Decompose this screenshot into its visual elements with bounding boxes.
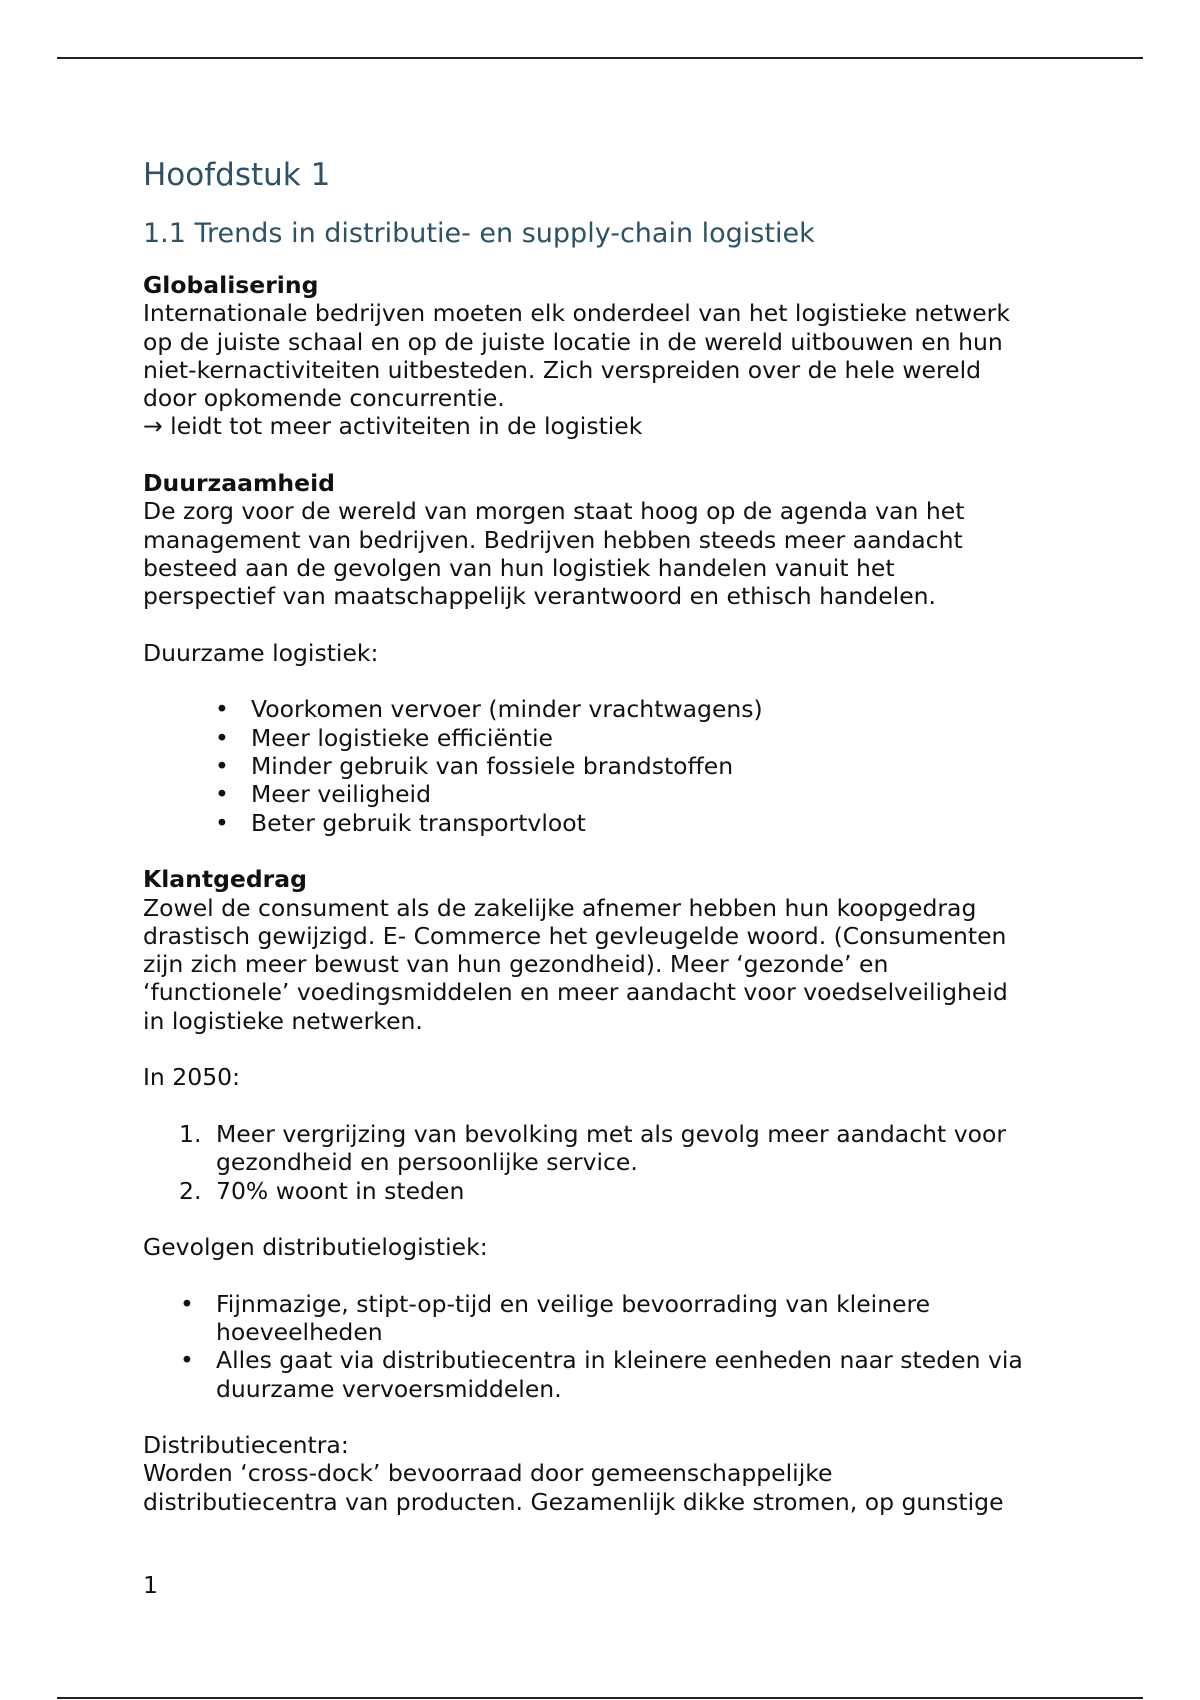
section-klantgedrag: [143, 865, 1063, 1035]
globalisering-heading: Globalisering: [143, 271, 319, 299]
globalisering-line: niet-kernactiviteiten uitbesteden. Zich verspreiden over de hele wereld: [143, 355, 982, 384]
klantgedrag-line: ‘functionele’ voedingsmiddelen en meer aandacht voor voedselveiligheid: [143, 978, 1008, 1007]
distributiecentra-line: distributiecentra van producten. Gezamenlijk dikke stromen, op gunstige: [143, 1487, 1004, 1516]
klantgedrag-line: zijn zich meer bewust van hun gezondheid). Meer ‘gezonde’ en: [143, 950, 889, 979]
gevolgen-list: [143, 1290, 1063, 1403]
duurzaamheid-line: management van bedrijven. Bedrijven hebben steeds meer aandacht: [143, 525, 963, 554]
list-item: [216, 1346, 1063, 1403]
footer-rule: [57, 1697, 1143, 1699]
gevolgen-intro: Gevolgen distributielogistiek:: [143, 1233, 488, 1262]
list-item-line: • Fijnmazige, stipt-op-tijd en veilige bevoorrading van kleinere: [216, 1289, 931, 1318]
gevolgen-block: [143, 1233, 1063, 1403]
list-item: [216, 1290, 1063, 1347]
globalisering-line: door opkomende concurrentie.: [143, 384, 505, 413]
distributiecentra-line: Worden ‘cross-dock’ bevoorraad door gemeenschappelijke: [143, 1459, 833, 1488]
duurzame-logistiek-list: [143, 695, 1063, 836]
globalisering-line: op de juiste schaal en op de juiste locatie in de wereld uitbouwen en hun: [143, 327, 1003, 356]
list-number: 1.: [179, 1119, 202, 1148]
list-number: 2.: [179, 1176, 202, 1205]
distributiecentra-block: [143, 1431, 1063, 1516]
globalisering-conclusion: → leidt tot meer activiteiten in de logistiek: [143, 412, 643, 441]
year-2050-list: [143, 1120, 1063, 1205]
section-globalisering: [143, 271, 1063, 441]
list-item-line: gezondheid en persoonlijke service.: [216, 1148, 638, 1177]
document-body: [143, 155, 1063, 1516]
klantgedrag-heading: Klantgedrag: [143, 865, 307, 894]
header-rule: [57, 57, 1143, 59]
section-duurzaamheid: [143, 469, 1063, 610]
distributiecentra-intro: Distributiecentra:: [143, 1431, 349, 1460]
list-item-line: • Alles gaat via distributiecentra in kleinere eenheden naar steden via: [216, 1346, 1023, 1375]
page-number: 1: [143, 1571, 158, 1599]
list-item-line: hoeveelheden: [216, 1317, 383, 1346]
duurzaamheid-line: De zorg voor de wereld van morgen staat hoog op de agenda van het: [143, 497, 965, 526]
list-item: • Meer veiligheid: [251, 780, 1063, 808]
globalisering-line: Internationale bedrijven moeten elk onderdeel van het logistieke netwerk: [143, 299, 1010, 328]
list-item: • Minder gebruik van fossiele brandstoffen: [251, 752, 1063, 780]
chapter-title: Hoofdstuk 1: [143, 157, 331, 193]
section-title: 1.1 Trends in distributie- en supply-chain logistiek: [143, 218, 815, 249]
klantgedrag-line: in logistieke netwerken.: [143, 1006, 423, 1035]
klantgedrag-line: Zowel de consument als de zakelijke afnemer hebben hun koopgedrag: [143, 893, 977, 922]
list-item: • Beter gebruik transportvloot: [251, 809, 1063, 837]
list-item-line: duurzame vervoersmiddelen.: [216, 1374, 562, 1403]
year-2050-intro: In 2050:: [143, 1063, 241, 1092]
list-item: [179, 1176, 1063, 1205]
duurzame-logistiek-block: [143, 639, 1063, 837]
list-item-line: Meer vergrijzing van bevolking met als gevolg meer aandacht voor: [216, 1119, 1007, 1148]
list-item: [179, 1119, 1063, 1177]
duurzaamheid-line: besteed aan de gevolgen van hun logistiek handelen vanuit het: [143, 553, 895, 582]
year-2050-block: [143, 1063, 1063, 1204]
duurzaamheid-heading: Duurzaamheid: [143, 469, 335, 498]
list-item: • Meer logistieke efficiëntie: [251, 724, 1063, 752]
list-item-line: 70% woont in steden: [216, 1176, 465, 1205]
duurzaamheid-line: perspectief van maatschappelijk verantwoord en ethisch handelen.: [143, 582, 937, 611]
klantgedrag-line: drastisch gewijzigd. E- Commerce het gevleugelde woord. (Consumenten: [143, 921, 1007, 950]
list-item: • Voorkomen vervoer (minder vrachtwagens): [251, 695, 1063, 723]
duurzame-logistiek-intro: Duurzame logistiek:: [143, 638, 379, 667]
